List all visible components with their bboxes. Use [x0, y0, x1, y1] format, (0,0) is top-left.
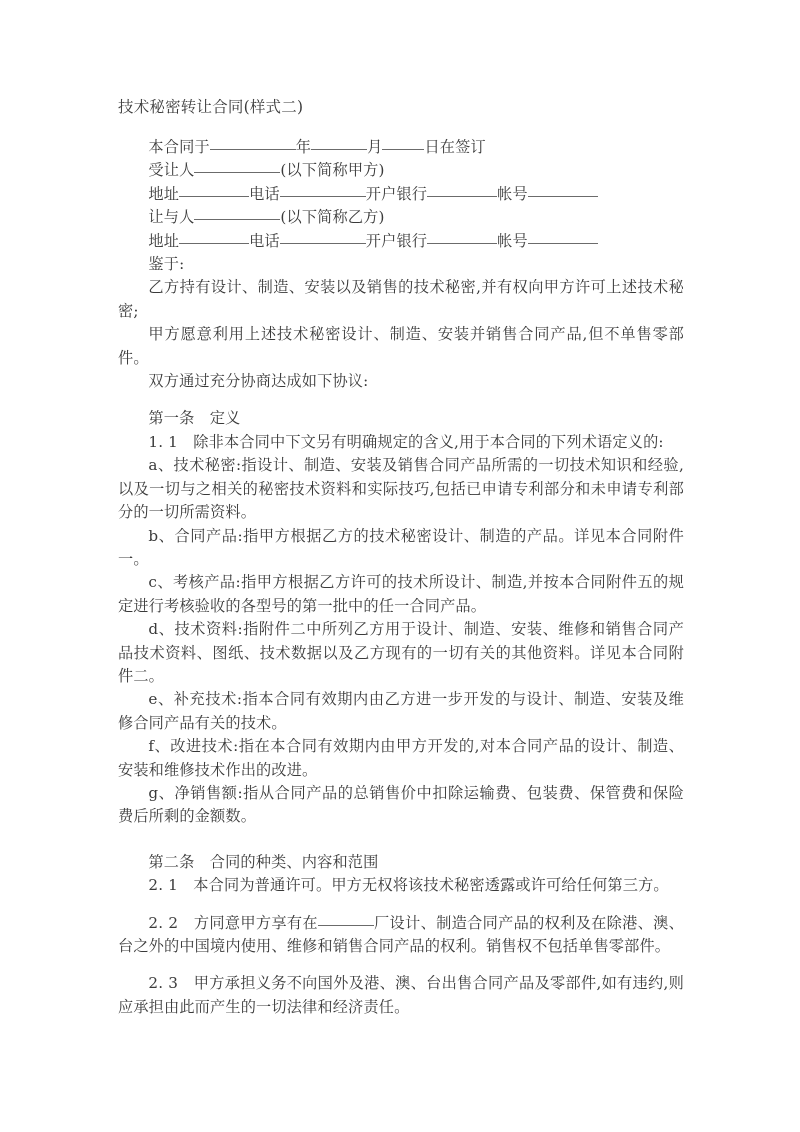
clause-2-2 [118, 912, 684, 959]
clause-2-2-suffix: 厂设计、制造合同产品的权利及在除港、澳、台之外的中国境内使用、维修和销售合同产品的权利。销售权不包括单售零部件。 [118, 913, 685, 955]
recital-paragraph-2: 甲方愿意利用上述技术秘密设计、制造、安装并销售合同产品,但不单售零部件。 [118, 325, 684, 367]
contract-date-line [118, 136, 684, 159]
definition-item-c: c、考核产品:指甲方根据乙方许可的技术所设计、制造,并按本合同附件五的规定进行考核验收的各型号的第一批中的任一合同产品。 [118, 573, 684, 615]
transferor-bank-blank[interactable] [427, 243, 497, 244]
header-fields-block [118, 136, 684, 253]
clause-2-3: 2. 3 甲方承担义务不向国外及港、澳、台出售合同产品及零部件,如有违约,则应承担由此而产生的一切法律和经济责任。 [118, 974, 684, 1016]
contract-year-blank[interactable] [210, 149, 296, 150]
transferor-line [118, 206, 684, 229]
definition-item-d: d、技术资料:指附件二中所列乙方用于设计、制造、安装、维修和销售合同产品技术资料、图纸、技术数据以及乙方现有的一切有关的其他资料。详见本合同附件二。 [118, 620, 684, 685]
definition-item-a: a、技术秘密:指设计、制造、安装及销售合同产品所需的一切技术知识和经验,以及一切与之相关的秘密技术资料和实际技巧,包括已申请专利部分和未申请专利部分的一切所需资料。 [118, 456, 684, 522]
transferor-account-blank[interactable] [528, 243, 598, 244]
transferee-address-blank[interactable] [179, 196, 249, 197]
transferee-bank-blank[interactable] [427, 196, 497, 197]
account-label-a: 帐号 [497, 184, 528, 203]
phone-label-b: 电话 [249, 231, 280, 250]
spacer-clause-2-3 [118, 958, 684, 972]
transferee-phone-blank[interactable] [280, 196, 366, 197]
document-body [118, 136, 684, 1019]
address-label-b: 地址 [148, 231, 180, 250]
transferor-alias: (以下简称乙方) [280, 208, 385, 227]
year-label: 年 [295, 138, 312, 156]
transferor-phone-blank[interactable] [280, 243, 366, 244]
definition-item-f: f、改进技术:指在本合同有效期内由甲方开发的,对本合同产品的设计、制造、安装和维修技术作出的改进。 [118, 737, 684, 779]
transferee-line [118, 159, 684, 182]
page-title: 技术秘密转让合同(样式二) [118, 98, 304, 116]
address-label-a: 地址 [148, 184, 180, 203]
agreement-intro: 双方通过充分协商达成如下协议: [148, 372, 369, 391]
day-sign-label: 日在签订 [424, 138, 486, 156]
bank-label-a: 开户银行 [365, 184, 428, 203]
transferor-label: 让与人 [148, 208, 195, 227]
article-2-block [118, 851, 684, 1019]
transferee-address-line [118, 183, 684, 206]
clause-2-2-prefix: 2. 2 方同意甲方享有在 [148, 913, 318, 932]
contract-date-label: 本合同于 [148, 138, 210, 156]
article-1-block [118, 407, 684, 828]
transferor-address-line [118, 230, 684, 253]
contract-month-blank[interactable] [311, 149, 367, 150]
transferee-alias: (以下简称甲方) [280, 161, 385, 180]
definition-item-g: g、净销售额:指从合同产品的总销售价中扣除运输费、包装费、保管费和保险费后所剩的金额数。 [118, 783, 684, 826]
article-1-heading: 第一条 定义 [148, 409, 241, 428]
transferee-account-blank[interactable] [528, 196, 598, 197]
bank-label-b: 开户银行 [365, 231, 428, 250]
transferor-name-blank[interactable] [194, 219, 280, 220]
recitals-heading: 鉴于: [148, 255, 185, 274]
clause-2-1: 2. 1 本合同为普通许可。甲方无权将该技术秘密透露或许可给任何第三方。 [148, 876, 669, 895]
account-label-b: 帐号 [497, 231, 528, 250]
clause-1-1: 1. 1 除非本合同中下文另有明确规定的含义,用于本合同的下列术语定义的: [148, 432, 664, 451]
spacer-before-article-2 [118, 829, 684, 851]
contract-day-blank[interactable] [382, 149, 424, 150]
spacer-before-article-1 [118, 393, 684, 407]
article-2-heading: 第二条 合同的种类、内容和范围 [148, 852, 379, 871]
recital-paragraph-1: 乙方持有设计、制造、安装以及销售的技术秘密,并有权向甲方许可上述技术秘密; [118, 278, 684, 320]
phone-label-a: 电话 [249, 184, 280, 203]
transferor-address-blank[interactable] [179, 243, 249, 244]
definition-item-b: b、合同产品:指甲方根据乙方的技术秘密设计、制造的产品。详见本合同附件一。 [118, 526, 684, 568]
month-label: 月 [367, 138, 383, 156]
recitals-block [118, 253, 684, 393]
transferee-label: 受让人 [148, 161, 195, 180]
definition-item-e: e、补充技术:指本合同有效期内由乙方进一步开发的与设计、制造、安装及维修合同产品有关的技术。 [118, 690, 684, 732]
factory-name-blank[interactable] [318, 925, 374, 926]
transferee-name-blank[interactable] [194, 172, 280, 173]
spacer-clause-2-2 [118, 898, 684, 912]
